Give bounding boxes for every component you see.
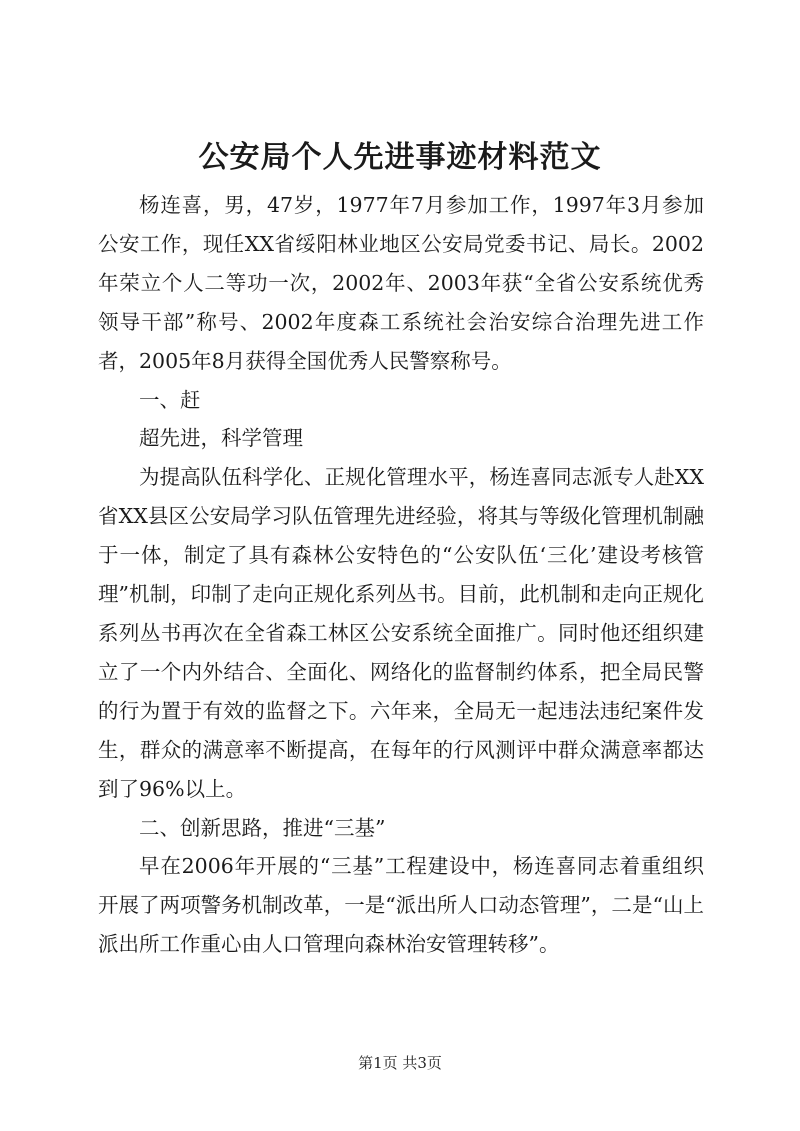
page-footer: 第1页 共3页 [358,1054,442,1072]
section-heading-one-part-a: 一、赶 [139,387,201,412]
section-heading-one-part-b: 超先进，科学管理 [139,426,303,451]
document-body [98,186,704,964]
document-title: 公安局个人先进事迹材料范文 [198,140,602,175]
paragraph-reform: 早在2006年开展的“三基”工程建设中，杨连喜同志着重组织开展了两项警务机制改革，一是“派出所人口动态管理”，二是“山上派出所工作重心由人口管理向森林治安管理转移”。 [98,854,704,957]
paragraph-management: 为提高队伍科学化、正规化管理水平，杨连喜同志派专人赴XX省XX县区公安局学习队伍管理先进经验，将其与等级化管理机制融于一体，制定了具有森林公安特色的“公安队伍‘三化’建设考核管理”机制，印制了走向正规化系列丛书。目前，此机制和走向正规化系列丛书再次在全省森工林区公安系统全面推广。同时他还组织建立了一个内外结合、全面化、网络化的监督制约体系，把全局民警的行为置于有效的监督之下。六年来，全局无一起违法违纪案件发生，群众的满意率不断提高，在每年的行风测评中群众满意率都达到了96%以上。 [98,465,704,801]
paragraph-intro: 杨连喜，男，47岁，1977年7月参加工作，1997年3月参加公安工作，现任XX省绥阳林业地区公安局党委书记、局长。2002年荣立个人二等功一次，2002年、2003年获“全省公安系统优秀领导干部”称号、2002年度森工系统社会治安综合治理先进工作者，2005年8月获得全国优秀人民警察称号。 [98,193,704,373]
section-heading-two: 二、创新思路，推进“三基” [139,815,386,840]
